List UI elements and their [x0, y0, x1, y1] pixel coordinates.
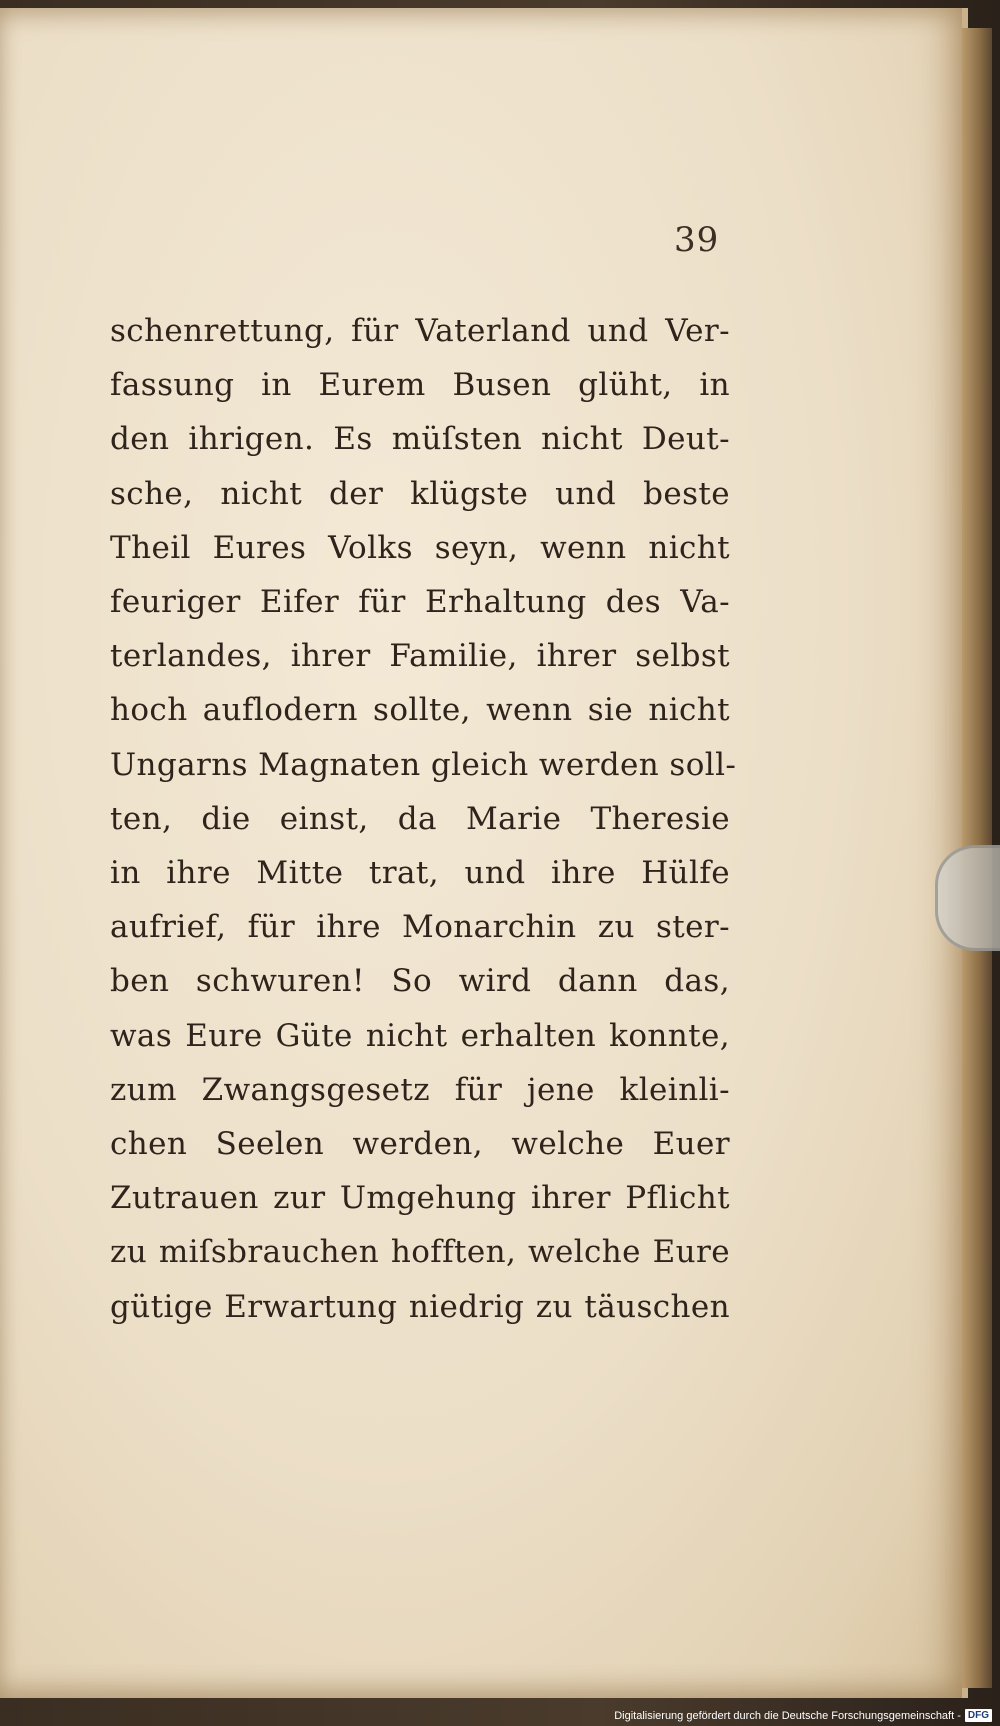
text-line: ten, die einst, da Marie Theresie [110, 800, 730, 837]
dfg-logo-icon: DFG [965, 1709, 992, 1722]
text-line: sche, nicht der klügste und beste [110, 475, 730, 512]
text-line: den ihrigen. Es müſsten nicht Deut- [110, 421, 730, 458]
text-line: schenrettung, für Vaterland und Ver- [110, 313, 730, 349]
digitization-footer [614, 1709, 992, 1722]
text-line: zum Zwangsgesetz für jene kleinli- [110, 1071, 730, 1108]
text-line: fassung in Eurem Busen glüht, in [110, 367, 730, 404]
text-line: in ihre Mitte trat, und ihre Hülfe [110, 855, 730, 892]
text-line: terlandes, ihrer Familie, ihrer selbst [110, 638, 730, 675]
text-line: aufrief, für ihre Monarchin zu ster- [110, 909, 730, 946]
text-line: chen Seelen werden, welche Euer [110, 1126, 730, 1163]
paper-clip [935, 845, 1000, 951]
text-line: Ungarns Magnaten gleich werden soll- [110, 746, 737, 783]
text-line: feuriger Eifer für Erhaltung des Va- [110, 584, 730, 621]
text-line: hoch auflodern sollte, wenn sie nicht [110, 692, 730, 729]
page-number: 39 [674, 220, 720, 260]
body-text [110, 304, 737, 1334]
book-page [0, 8, 968, 1698]
text-line: Zutrauen zur Umgehung ihrer Pflicht [110, 1180, 730, 1217]
text-line: zu miſsbrauchen hofften, welche Eure [110, 1234, 730, 1271]
footer-credit: Digitalisierung gefördert durch die Deutsche Forschungsgemeinschaft - [614, 1709, 961, 1722]
text-line: was Eure Güte nicht erhalten konnte, [110, 1017, 730, 1054]
text-line: gütige Erwartung niedrig zu täuschen [110, 1288, 730, 1325]
text-line: ben schwuren! So wird dann das, [110, 963, 730, 1000]
text-line: Theil Eures Volks seyn, wenn nicht [110, 529, 730, 566]
